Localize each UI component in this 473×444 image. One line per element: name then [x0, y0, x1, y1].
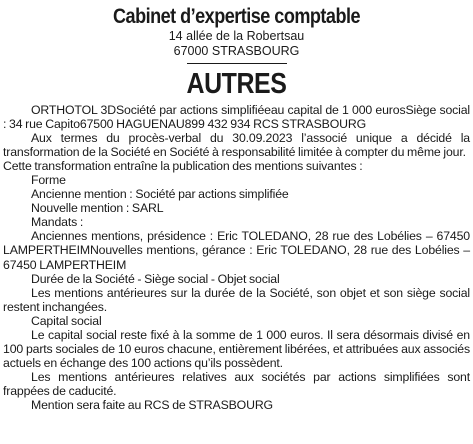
divider — [187, 63, 287, 64]
publication-intro: Cette transformation entraîne la publication des mentions suivantes : — [3, 159, 363, 174]
old-form-mention: Ancienne mention : Société par actions simplifiée — [31, 187, 289, 202]
heading-capital-social: Capital social — [31, 313, 102, 328]
unchanged-mentions-paragraph: Les mentions antérieures sur la durée de la Société, son objet et son siège social restent inchangées. — [3, 285, 470, 314]
caducity-paragraph: Les mentions antérieures relatives aux sociétés par actions simplifiées sont frappées de caducité. — [3, 369, 470, 398]
company-header-paragraph: ORTHOTOL 3DSociété par actions simplifiéeau capital de 1 000 eurosSiège social : 34 rue Capito67500 HAGUENAU899 432 934 RCS STRASBOURG — [3, 103, 470, 132]
section-title: AUTRES — [186, 68, 287, 100]
firm-name: Cabinet d’expertise comptable — [113, 5, 360, 28]
notice-body — [3, 103, 470, 412]
heading-mandats: Mandats : — [31, 215, 84, 230]
heading-forme: Forme — [31, 173, 66, 188]
firm-address-city: 67000 STRASBOURG — [173, 44, 300, 58]
decision-paragraph: Aux termes du procès-verbal du 30.09.2023 l’associé unique a décidé la transformation de la Société en Société à responsabilité limitée à compter du même jour. — [3, 131, 470, 160]
firm-address-street: 14 allée de la Robertsau — [168, 29, 305, 43]
capital-paragraph: Le capital social reste fixé à la somme de 1 000 euros. Il sera désormais divisé en 100 parts sociales de 10 euros chacune, entièrement libérées, et attribuées aux associés actuels en échange des 100 actions qu’ils possèdent. — [3, 327, 470, 370]
mandates-paragraph: Anciennes mentions, présidence : Eric TOLEDANO, 28 rue des Lobélies – 67450 LAMPERTHEIMNouvelles mentions, gérance : Eric TOLEDANO, 28 rue des Lobélies – 67450 LAMPERTHEIM — [3, 229, 470, 272]
rcs-mention: Mention sera faite au RCS de STRASBOURG — [31, 397, 273, 412]
new-form-mention: Nouvelle mention : SARL — [31, 201, 164, 216]
heading-duree-siege-objet: Durée de la Société - Siège social - Objet social — [31, 271, 280, 286]
